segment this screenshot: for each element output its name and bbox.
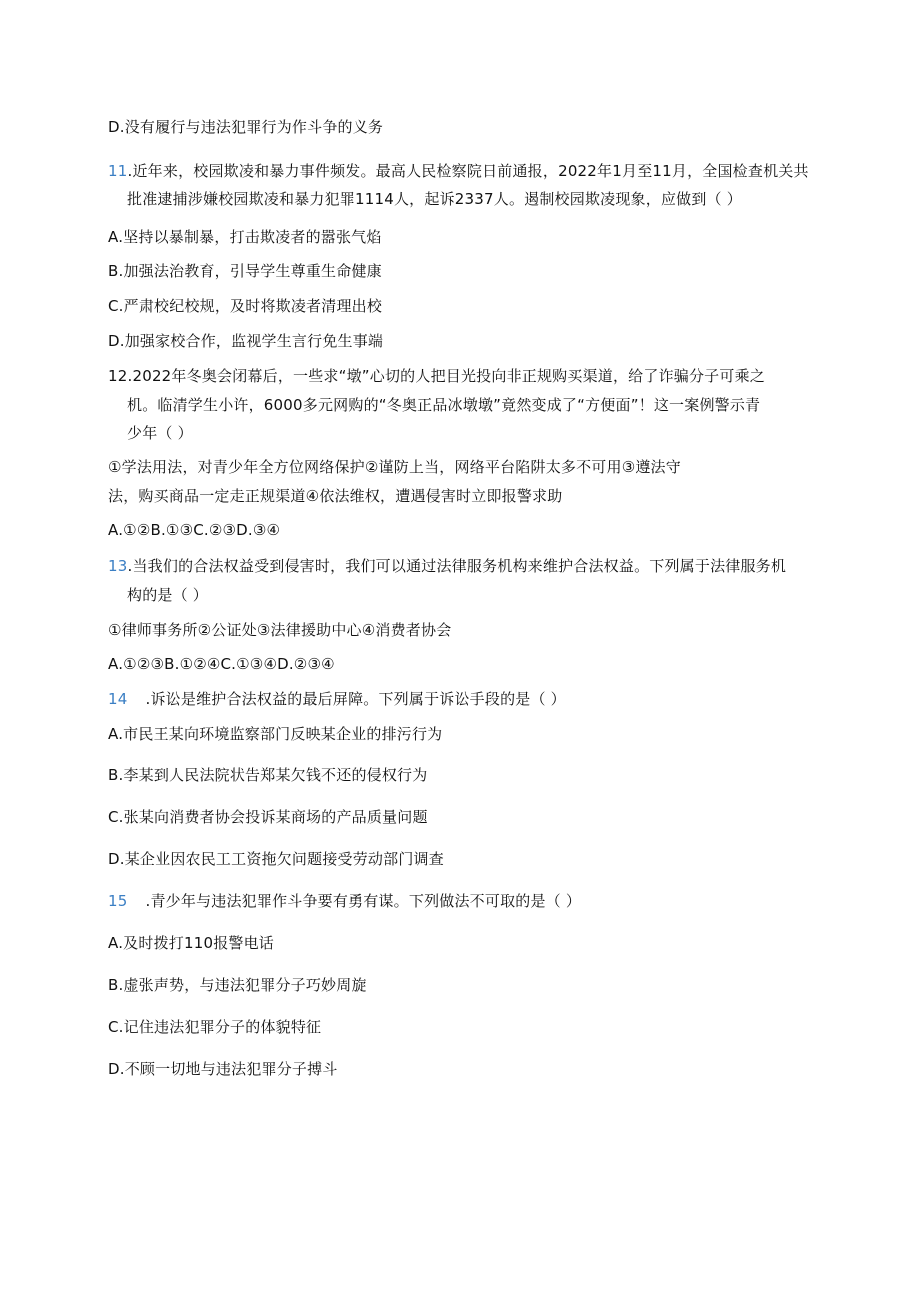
q14-option-c: C.张某向消费者协会投诉某商场的产品质量问题 <box>108 808 428 826</box>
q12-statements-line1: ①学法用法，对青少年全方位网络保护②谨防上当，网络平台陷阱太多不可用③遵法守 <box>108 458 681 476</box>
q11-option-b: B.加强法治教育，引导学生尊重生命健康 <box>108 262 382 280</box>
q15-stem <box>108 891 581 911</box>
q10-option-d: D.没有履行与违法犯罪行为作斗争的义务 <box>108 118 384 136</box>
q13-statements: ①律师事务所②公证处③法律援助中心④消费者协会 <box>108 621 452 639</box>
q15-option-d: D.不顾一切地与违法犯罪分子搏斗 <box>108 1060 338 1078</box>
q11-option-c: C.严肃校纪校规，及时将欺凌者清理出校 <box>108 297 383 315</box>
q15-option-b: B.虚张声势，与违法犯罪分子巧妙周旋 <box>108 976 367 994</box>
q11-stem-line1 <box>108 161 809 181</box>
q15-stem-text: .青少年与违法犯罪作斗争要有勇有谋。下列做法不可取的是（ ） <box>145 892 582 910</box>
q15-option-a: A.及时拨打110报警电话 <box>108 934 274 952</box>
q11-number: 11 <box>108 162 128 180</box>
q14-option-d: D.某企业因农民工工资拖欠问题接受劳动部门调查 <box>108 850 444 868</box>
q12-options: A.①②B.①③C.②③D.③④ <box>108 521 281 539</box>
q14-option-b: B.李某到人民法院状告郑某欠钱不还的侵权行为 <box>108 766 428 784</box>
q11-stem-line2: 批准逮捕涉嫌校园欺凌和暴力犯罪1114人，起诉2337人。遏制校园欺凌现象，应做到（ ） <box>127 190 742 208</box>
q13-stem-text: .当我们的合法权益受到侵害时，我们可以通过法律服务机构来维护合法权益。下列属于法律服务机 <box>127 557 787 575</box>
q12-stem-line1: 12.2022年冬奥会闭幕后，一些求“墩”心切的人把目光投向非正规购买渠道，给了诈骗分子可乘之 <box>108 367 765 385</box>
q15-number: 15 <box>108 892 128 910</box>
q14-number: 14 <box>108 690 128 708</box>
q12-stem-line2: 机。临清学生小许，6000多元网购的“冬奥正品冰墩墩”竟然变成了“方便面”！这一案例警示青 <box>127 396 761 414</box>
q11-option-a: A.坚持以暴制暴，打击欺凌者的嚣张气焰 <box>108 228 382 246</box>
q14-option-a: A.市民王某向环境监察部门反映某企业的排污行为 <box>108 725 443 743</box>
q15-option-c: C.记住违法犯罪分子的体貌特征 <box>108 1018 322 1036</box>
q13-stem-line1 <box>108 556 786 576</box>
q14-stem <box>108 689 566 709</box>
q13-stem-line2: 构的是（ ） <box>127 586 208 604</box>
q14-stem-text: .诉讼是维护合法权益的最后屏障。下列属于诉讼手段的是（ ） <box>145 690 566 708</box>
q13-options: A.①②③B.①②④C.①③④D.②③④ <box>108 655 335 673</box>
q12-statements-line2: 法，购买商品一定走正规渠道④依法维权，遭遇侵害时立即报警求助 <box>108 487 563 505</box>
q11-option-d: D.加强家校合作，监视学生言行免生事端 <box>108 332 384 350</box>
q11-stem-text: .近年来，校园欺凌和暴力事件频发。最高人民检察院日前通报，2022年1月至11月，全国检查机关共 <box>127 162 809 180</box>
q13-number: 13 <box>108 557 128 575</box>
q12-stem-line3: 少年（ ） <box>127 424 193 442</box>
